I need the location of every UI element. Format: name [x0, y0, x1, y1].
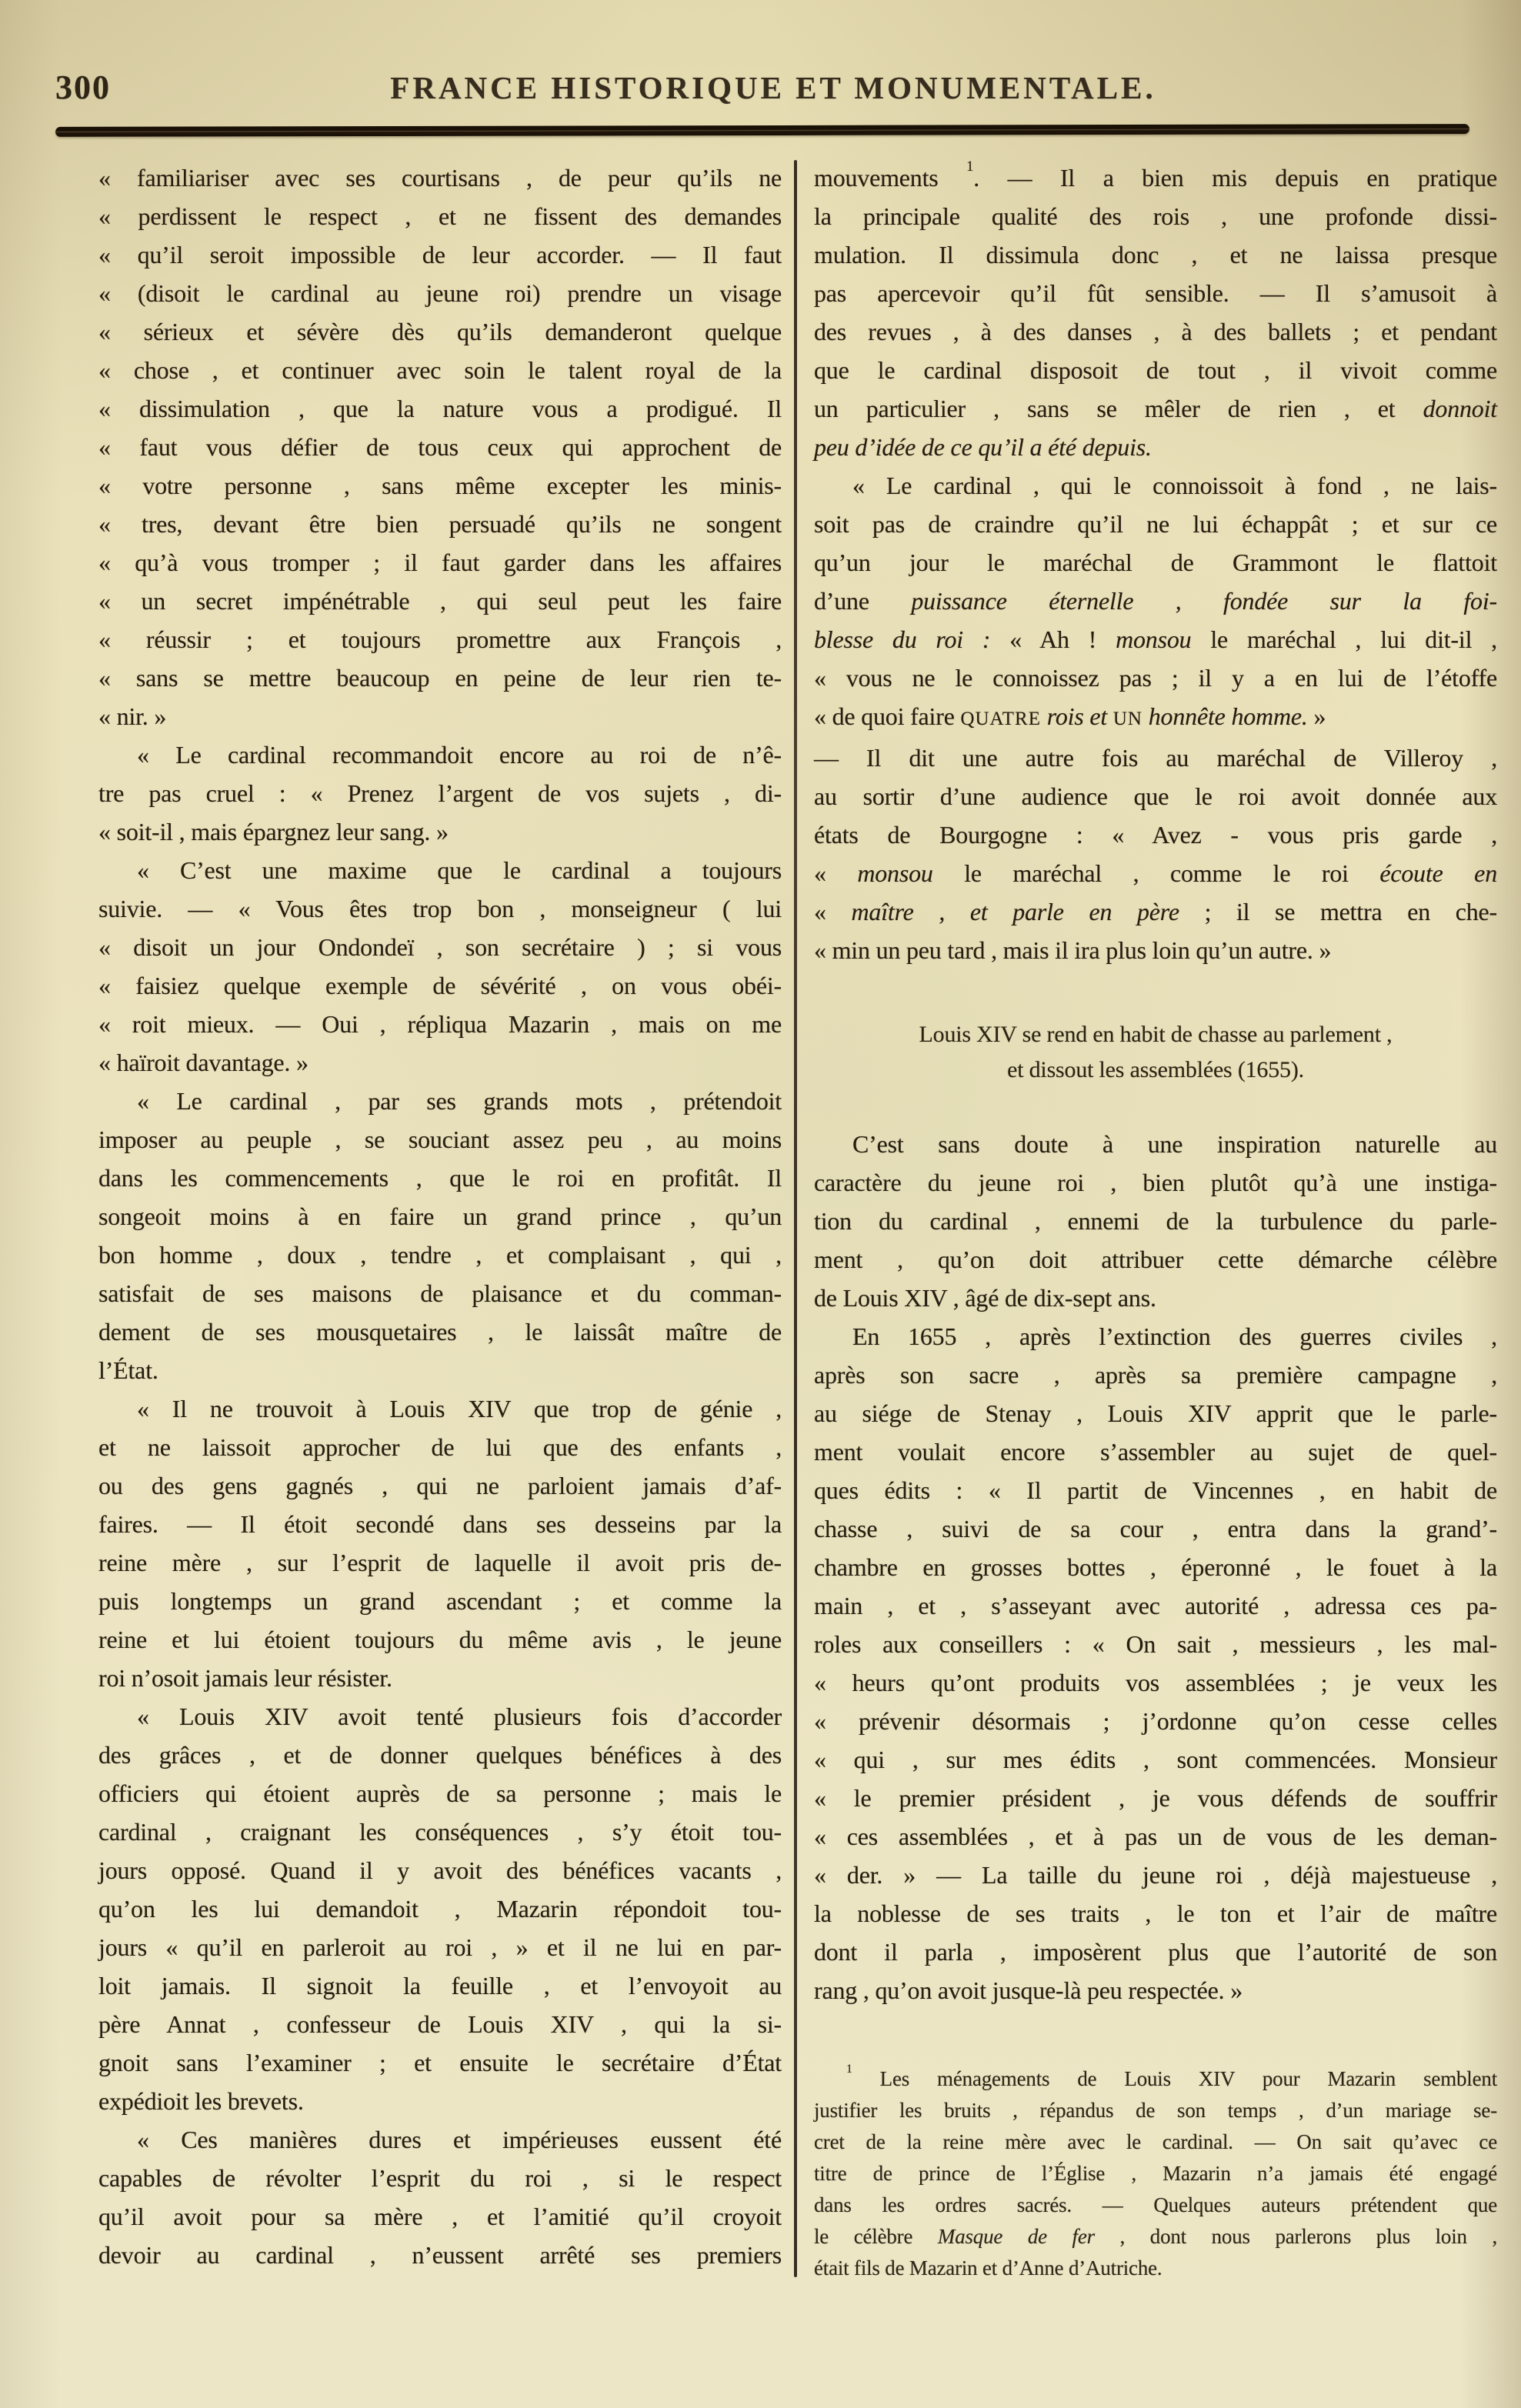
text-line: « haïroit davantage. »: [98, 1049, 309, 1076]
text-line: « faut vous défier de tous ceux qui approchent de: [98, 433, 782, 461]
footnote-line: dans les ordres sacrés. — Quelques auteurs prétendent que: [814, 2193, 1497, 2216]
text-segment: [1142, 702, 1149, 730]
text-line: [814, 582, 1497, 620]
text-line: [814, 389, 1497, 428]
text-line: dement de ses mousquetaires , le laissât maître de: [98, 1318, 782, 1346]
text-line: dans les commencements , que le roi en profitât. Il: [98, 1164, 782, 1192]
text-line: « Le cardinal , qui le connoissoit à fond , ne lais-: [852, 472, 1497, 499]
text-line: « sérieux et sévère dès qu’ils demanderont quelque: [98, 318, 782, 345]
text-line: ment voulait encore s’assembler au sujet de quel-: [814, 1438, 1497, 1466]
text-line: « nir. »: [98, 702, 167, 730]
text-segment: peu d’idée de ce qu’il a été depuis.: [814, 433, 1152, 461]
text-segment: [1107, 702, 1113, 730]
text-line: « C’est une maxime que le cardinal a toujours: [137, 856, 782, 884]
text-segment: monsou: [1116, 625, 1192, 653]
text-line: « prévenir désormais ; j’ordonne qu’on cesse celles: [814, 1707, 1497, 1735]
section-heading-line: Louis XIV se rend en habit de chasse au parlement ,: [919, 1022, 1393, 1047]
text-line: « roit mieux. — Oui , répliqua Mazarin , mais on me: [98, 1010, 782, 1038]
text-line: la noblesse de ses traits , le ton et l’air de maître: [814, 1899, 1497, 1927]
text-segment: puissance éternelle , fondée sur la foi-: [911, 587, 1497, 615]
text-segment: , dont nous parlerons plus loin ,: [1094, 2225, 1498, 2248]
text-line: « Il ne trouvoit à Louis XIV que trop de génie ,: [137, 1395, 782, 1422]
text-line: [814, 620, 1497, 659]
text-line: au siége de Stenay , Louis XIV apprit que le parle-: [814, 1399, 1497, 1427]
text-line: jours « qu’il en parleroit au roi , » et il ne lui en par-: [98, 1933, 782, 1961]
left-text-column: [98, 158, 782, 2274]
text-line: des revues , à des danses , à des ballets ; et pendant: [814, 318, 1497, 345]
text-line: capables de révolter l’esprit du roi , si le respect: [98, 2164, 782, 2192]
text-line: reine mère , sur l’esprit de laquelle il avoit pris de-: [98, 1549, 782, 1576]
text-line: [814, 892, 1497, 931]
text-line: cardinal , craignant les conséquences , s’y étoit tou-: [98, 1818, 782, 1846]
text-line: mulation. Il dissimula donc , et ne laissa presque: [814, 241, 1497, 268]
text-line: l’État.: [98, 1356, 158, 1384]
text-line: devoir au cardinal , n’eussent arrêté ses premiers: [98, 2241, 782, 2269]
text-segment: . — Il a bien mis depuis en pratique: [973, 164, 1497, 192]
text-line: imposer au peuple , se souciant assez peu , au moins: [98, 1126, 782, 1153]
header-rule: [55, 124, 1469, 137]
text-line: « chose , et continuer avec soin le talent royal de la: [98, 356, 782, 384]
text-line: « sans se mettre beaucoup en peine de leur rien te-: [98, 664, 782, 692]
text-segment: monsou: [857, 859, 933, 887]
footnote-marker: 1: [846, 2062, 852, 2076]
footnote-line: [814, 2221, 1497, 2253]
text-line: gnoit sans l’examiner ; et ensuite le secrétaire d’État: [98, 2049, 782, 2076]
footnote-line: titre de prince de l’Église , Mazarin n’a jamais été engagé: [814, 2162, 1497, 2185]
text-line: main , et , s’asseyant avec autorité , adressa ces pa-: [814, 1592, 1497, 1619]
text-line: « réussir ; et toujours promettre aux François ,: [98, 625, 782, 653]
text-line: faires. — Il étoit secondé dans ses desseins par la: [98, 1510, 782, 1538]
section-heading-line: et dissout les assemblées (1655).: [1007, 1057, 1304, 1082]
text-line: la principale qualité des rois , une profonde dissi-: [814, 202, 1497, 230]
text-line: officiers qui étoient auprès de sa personne ; mais le: [98, 1779, 782, 1807]
text-line: « ces assemblées , et à pas un de vous de les deman-: [814, 1823, 1497, 1850]
text-line: « soit-il , mais épargnez leur sang. »: [98, 818, 449, 845]
text-line: songeoit moins à en faire un grand prince , qu’un: [98, 1202, 782, 1230]
text-segment: blesse du roi :: [814, 625, 991, 653]
text-line: C’est sans doute à une inspiration naturelle au: [852, 1130, 1497, 1158]
text-line: « Ces manières dures et impérieuses eussent été: [137, 2126, 782, 2153]
text-line: reine et lui étoient toujours du même avis , le jeune: [98, 1626, 782, 1653]
text-line: — Il dit une autre fois au maréchal de Villeroy ,: [814, 744, 1497, 772]
text-line: « le premier président , je vous défends de souffrir: [814, 1784, 1497, 1812]
footnote-marker: 1: [966, 158, 974, 175]
text-line: « tres, devant être bien persuadé qu’ils ne songent: [98, 510, 782, 538]
text-line: jours opposé. Quand il y avoit des bénéfices vacants ,: [98, 1856, 782, 1884]
text-line: « familiariser avec ses courtisans , de peur qu’ils ne: [98, 164, 782, 192]
text-line: [814, 158, 1497, 197]
column-divider-rule: [794, 160, 797, 2277]
text-line: « qu’à vous tromper ; il faut garder dans les affaires: [98, 549, 782, 576]
text-segment: écoute en: [1379, 859, 1497, 887]
text-segment: ; il se mettra en che-: [1179, 898, 1497, 926]
text-line: suivie. — « Vous êtes trop bon , monseigneur ( lui: [98, 895, 782, 922]
text-segment: QUATRE: [960, 709, 1041, 729]
footnote-line: [814, 2063, 1497, 2095]
text-line: états de Bourgogne : « Avez - vous pris garde ,: [814, 821, 1497, 849]
text-line: dont il parla , imposèrent plus que l’autorité de son: [814, 1938, 1497, 1966]
running-header-title: FRANCE HISTORIQUE ET MONUMENTALE.: [390, 70, 1156, 105]
text-line: qu’il avoit pour sa mère , et l’amitié qu’il croyoit: [98, 2203, 782, 2230]
text-line: bon homme , doux , tendre , et complaisant , qui ,: [98, 1241, 782, 1269]
text-line: père Annat , confesseur de Louis XIV , qui la si-: [98, 2010, 782, 2038]
text-line: chasse , suivi de sa cour , entra dans la grand’-: [814, 1515, 1497, 1543]
text-segment: un particulier , sans se mêler de rien , et: [814, 395, 1423, 422]
text-line: « perdissent le respect , et ne fissent des demandes: [98, 202, 782, 230]
text-segment: maître , et parle en père: [851, 898, 1179, 926]
text-line: au sortir d’une audience que le roi avoit donnée aux: [814, 782, 1497, 810]
text-line: « disoit un jour Ondondeï , son secrétaire ) ; si vous: [98, 933, 782, 961]
text-line: « min un peu tard , mais il ira plus loin qu’un autre. »: [814, 936, 1332, 964]
text-segment: mouvements: [814, 164, 967, 192]
text-line: tre pas cruel : « Prenez l’argent de vos sujets , di-: [98, 779, 782, 807]
right-column-paragraphs-bottom: [814, 1125, 1497, 2009]
text-line: roles aux conseillers : « On sait , messieurs , les mal-: [814, 1630, 1497, 1658]
text-line: « heurs qu’ont produits vos assemblées ; je veux les: [814, 1669, 1497, 1696]
text-line: que le cardinal disposoit de tout , il vivoit comme: [814, 356, 1497, 384]
right-text-column: [814, 158, 1497, 2284]
text-line: « qu’il seroit impossible de leur accorder. — Il faut: [98, 241, 782, 268]
text-line: qu’un jour le maréchal de Grammont le flattoit: [814, 549, 1497, 576]
text-segment: donnoit: [1423, 395, 1497, 422]
text-line: « qui , sur mes édits , sont commencées. Monsieur: [814, 1746, 1497, 1773]
text-line: « faisiez quelque exemple de sévérité , on vous obéi-: [98, 972, 782, 999]
text-segment: « de quoi faire: [814, 702, 961, 730]
text-line: de Louis XIV , âgé de dix-sept ans.: [814, 1284, 1156, 1312]
text-segment: d’une: [814, 587, 912, 615]
text-segment: «: [814, 898, 852, 926]
text-line: En 1655 , après l’extinction des guerres civiles ,: [852, 1322, 1497, 1350]
text-segment: »: [1307, 702, 1326, 730]
text-line: « Le cardinal , par ses grands mots , prétendoit: [137, 1087, 782, 1115]
text-line: expédioit les brevets.: [98, 2087, 304, 2115]
section-heading: [814, 1017, 1497, 1088]
footnote: [814, 2063, 1497, 2284]
text-line: « dissimulation , que la nature vous a prodigué. Il: [98, 395, 782, 422]
text-line: « der. » — La taille du jeune roi , déjà majestueuse ,: [814, 1861, 1497, 1889]
text-line: « Le cardinal recommandoit encore au roi de n’ê-: [137, 741, 782, 769]
text-line: [814, 697, 1497, 739]
text-segment: le maréchal , comme le roi: [932, 859, 1380, 887]
text-line: [814, 428, 1497, 466]
text-line: ou des gens gagnés , qui ne parloient jamais d’af-: [98, 1472, 782, 1499]
text-line: chambre en grosses bottes , éperonné , le fouet à la: [814, 1553, 1497, 1581]
text-line: qu’on les lui demandoit , Mazarin répondoit tou-: [98, 1895, 782, 1923]
footnote-line: était fils de Mazarin et d’Anne d’Autriche.: [814, 2256, 1162, 2280]
text-segment: rois et: [1046, 702, 1108, 730]
text-line: [814, 854, 1497, 892]
text-line: « votre personne , sans même excepter les minis-: [98, 472, 782, 499]
page-number: 300: [55, 68, 111, 106]
text-segment: Masque de fer: [937, 2225, 1095, 2248]
text-segment: le maréchal , lui dit-il ,: [1191, 625, 1497, 653]
text-segment: honnête homme.: [1148, 702, 1308, 730]
text-line: roi n’osoit jamais leur résister.: [98, 1664, 392, 1692]
text-segment: le célèbre: [814, 2225, 938, 2248]
text-line: ques édits : « Il partit de Vincennes , en habit de: [814, 1476, 1497, 1504]
text-line: tion du cardinal , ennemi de la turbulence du parle-: [814, 1207, 1497, 1235]
text-line: des grâces , et de donner quelques bénéfices à des: [98, 1741, 782, 1769]
text-line: satisfait de ses maisons de plaisance et du comman-: [98, 1279, 782, 1307]
text-line: et ne laissoit approcher de lui que des enfants ,: [98, 1433, 782, 1461]
text-segment: « Ah !: [990, 625, 1116, 653]
text-segment: [1041, 702, 1047, 730]
text-segment: UN: [1112, 709, 1142, 729]
text-line: « Louis XIV avoit tenté plusieurs fois d’accorder: [137, 1703, 782, 1730]
text-segment: «: [814, 859, 858, 887]
text-line: « (disoit le cardinal au jeune roi) prendre un visage: [98, 279, 782, 307]
text-line: « vous ne le connoissez pas ; il y a en lui de l’étoffe: [814, 664, 1497, 692]
text-line: « un secret impénétrable , qui seul peut les faire: [98, 587, 782, 615]
text-line: pas apercevoir qu’il fût sensible. — Il s’amusoit à: [814, 279, 1497, 307]
text-line: caractère du jeune roi , bien plutôt qu’à une instiga-: [814, 1169, 1497, 1196]
text-segment: Les ménagements de Louis XIV pour Mazarin semblent: [852, 2067, 1497, 2090]
text-line: soit pas de craindre qu’il ne lui échappât ; et sur ce: [814, 510, 1497, 538]
text-line: ment , qu’on doit attribuer cette démarche célèbre: [814, 1246, 1497, 1273]
text-line: puis longtemps un grand ascendant ; et comme la: [98, 1587, 782, 1615]
footnote-line: cret de la reine mère avec le cardinal. — On sait qu’avec ce: [814, 2130, 1497, 2153]
footnote-line: justifier les bruits , répandus de son temps , d’un mariage se-: [814, 2099, 1497, 2122]
right-column-paragraphs-top: [814, 158, 1497, 969]
text-line: loit jamais. Il signoit la feuille , et l’envoyoit au: [98, 1972, 782, 1999]
text-line: après son sacre , après sa première campagne ,: [814, 1361, 1497, 1389]
text-line: rang , qu’on avoit jusque-là peu respectée. »: [814, 1976, 1243, 2004]
